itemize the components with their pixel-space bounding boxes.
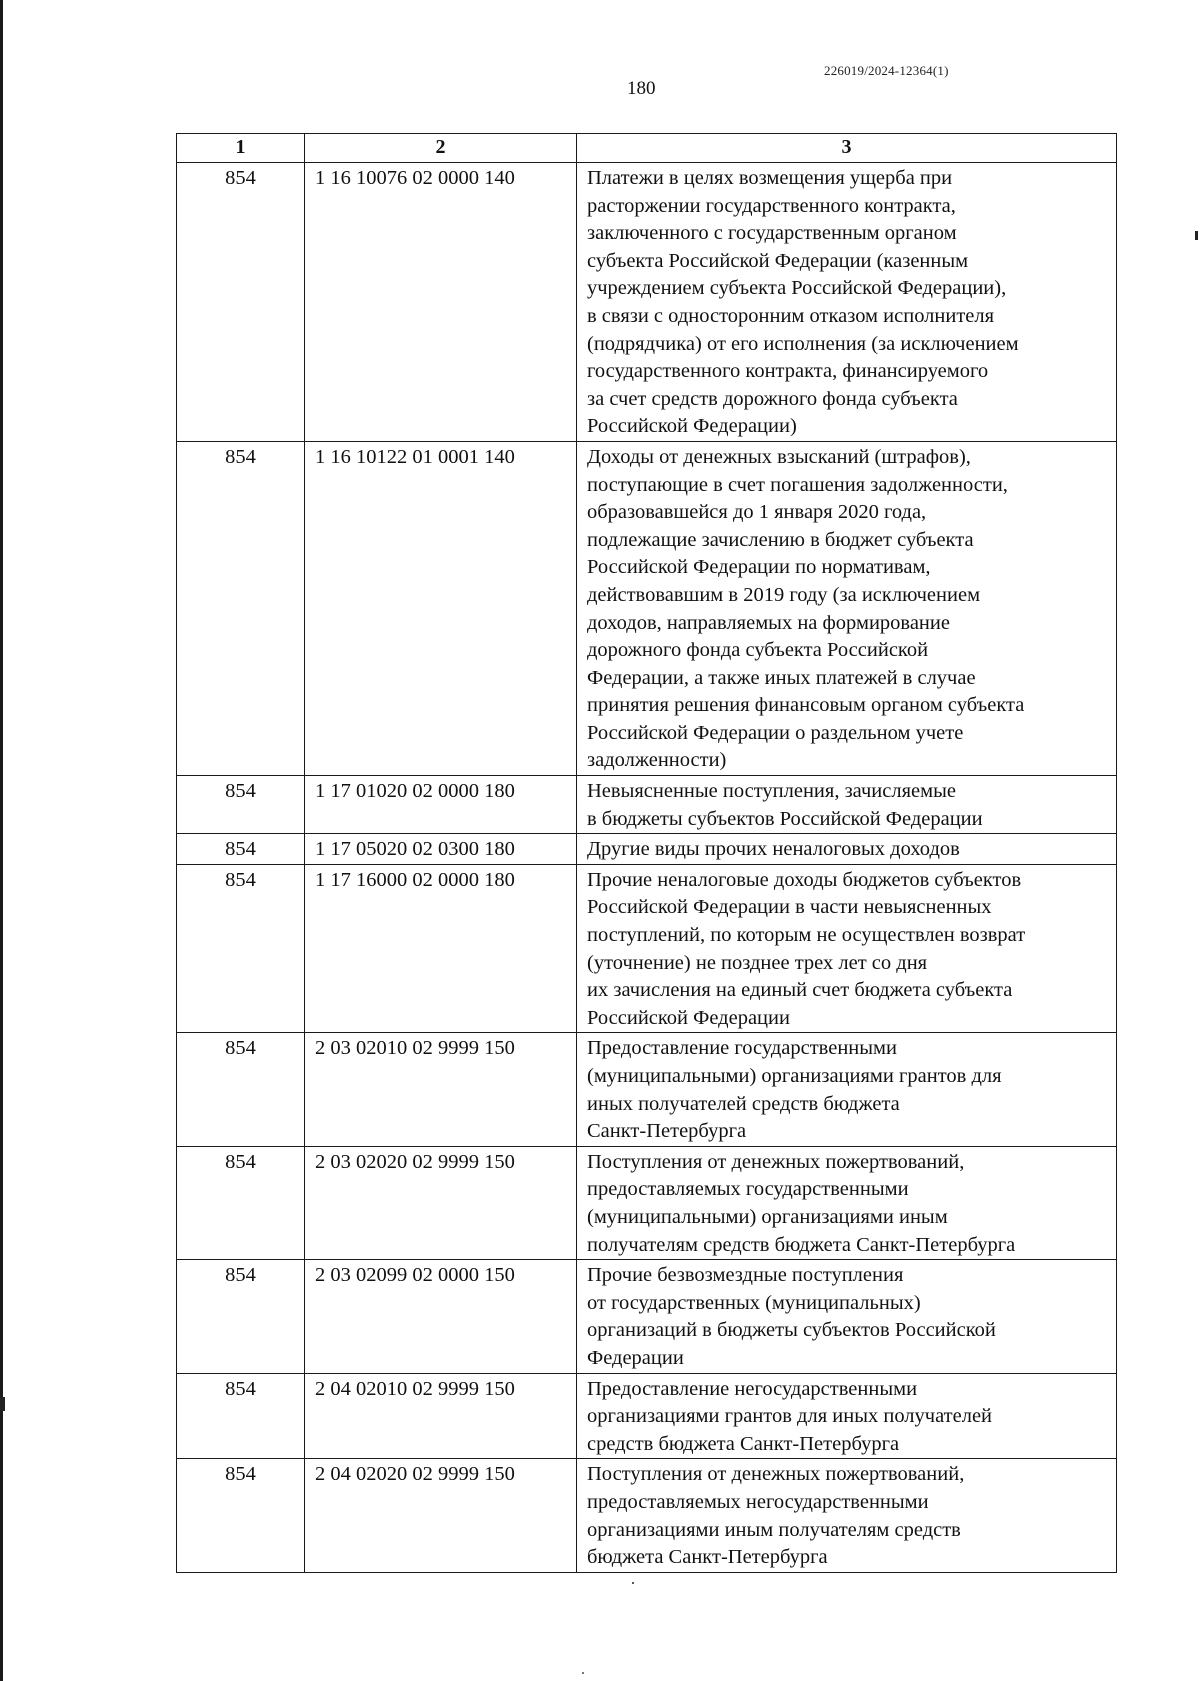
scan-speck bbox=[582, 1672, 584, 1674]
document-registration-number: 226019/2024-12364(1) bbox=[824, 63, 949, 78]
description-cell: Поступления от денежных пожертвований, предоставляемых государственными (муниципальными) организациями иным получателям средств бюджета Санкт-Петербурга bbox=[577, 1146, 1117, 1259]
description-cell: Доходы от денежных взысканий (штрафов), поступающие в счет погашения задолженности, образовавшейся до 1 января 2020 года, подлежащие зачислению в бюджет субъекта Российской Федерации по нормативам, действовавшим в 2019 году (за исключением доходов, направляемых на формирование дорожного фонда субъекта Российской Федерации, а также иных платежей в случае принятия решения финансовым органом субъекта Российской Федерации о раздельном учете задолженности) bbox=[577, 441, 1117, 775]
admin-code-cell: 854 bbox=[177, 1146, 305, 1259]
description-cell: Прочие неналоговые доходы бюджетов субъектов Российской Федерации в части невыясненных поступлений, по которым не осуществлен возврат (уточнение) не позднее трех лет со дня их зачисления на единый счет бюджета субъекта Российской Федерации bbox=[577, 864, 1117, 1033]
admin-code-cell: 854 bbox=[177, 834, 305, 865]
scan-speck bbox=[632, 1582, 634, 1584]
table-row bbox=[177, 1146, 1117, 1259]
kbk-code-cell: 2 04 02010 02 9999 150 bbox=[305, 1373, 577, 1459]
description-cell: Платежи в целях возмещения ущерба при расторжении государственного контракта, заключенного с государственным органом субъекта Российской Федерации (казенным учреждением субъекта Российской Федерации), в связи с односторонним отказом исполнителя (подрядчика) от его исполнения (за исключением государственного контракта, финансируемого за счет средств дорожного фонда субъекта Российской Федерации) bbox=[577, 163, 1117, 442]
admin-code-cell: 854 bbox=[177, 441, 305, 775]
admin-code-cell: 854 bbox=[177, 1260, 305, 1373]
scan-mark-right bbox=[1195, 231, 1198, 240]
table-row bbox=[177, 163, 1117, 442]
table-row bbox=[177, 864, 1117, 1033]
kbk-code-cell: 1 17 05020 02 0300 180 bbox=[305, 834, 577, 865]
admin-code-cell: 854 bbox=[177, 864, 305, 1033]
admin-code-cell: 854 bbox=[177, 1459, 305, 1572]
description-cell: Предоставление негосударственными организациями грантов для иных получателей средств бюджета Санкт-Петербурга bbox=[577, 1373, 1117, 1459]
budget-codes-table bbox=[176, 133, 1117, 1573]
table-row bbox=[177, 1459, 1117, 1572]
description-cell: Предоставление государственными (муниципальными) организациями грантов для иных получателей средств бюджета Санкт-Петербурга bbox=[577, 1033, 1117, 1146]
kbk-code-cell: 1 16 10076 02 0000 140 bbox=[305, 163, 577, 442]
description-cell: Поступления от денежных пожертвований, предоставляемых негосударственными организациями иным получателям средств бюджета Санкт-Петербурга bbox=[577, 1459, 1117, 1572]
page-number: 180 bbox=[627, 78, 656, 99]
table-row bbox=[177, 1373, 1117, 1459]
description-cell: Другие виды прочих неналоговых доходов bbox=[577, 834, 1117, 865]
scan-edge-left bbox=[0, 0, 3, 1681]
kbk-code-cell: 2 04 02020 02 9999 150 bbox=[305, 1459, 577, 1572]
kbk-code-cell: 2 03 02010 02 9999 150 bbox=[305, 1033, 577, 1146]
description-cell: Прочие безвозмездные поступления от государственных (муниципальных) организаций в бюджеты субъектов Российской Федерации bbox=[577, 1260, 1117, 1373]
admin-code-cell: 854 bbox=[177, 1033, 305, 1146]
admin-code-cell: 854 bbox=[177, 776, 305, 834]
kbk-code-cell: 1 17 01020 02 0000 180 bbox=[305, 776, 577, 834]
kbk-code-cell: 2 03 02020 02 9999 150 bbox=[305, 1146, 577, 1259]
admin-code-cell: 854 bbox=[177, 1373, 305, 1459]
admin-code-cell: 854 bbox=[177, 163, 305, 442]
table-header-row bbox=[177, 134, 1117, 163]
table-row bbox=[177, 776, 1117, 834]
column-header-3: 3 bbox=[577, 134, 1117, 163]
column-header-2: 2 bbox=[305, 134, 577, 163]
scan-mark-left bbox=[0, 1397, 5, 1411]
kbk-code-cell: 1 16 10122 01 0001 140 bbox=[305, 441, 577, 775]
table-row bbox=[177, 834, 1117, 865]
kbk-code-cell: 1 17 16000 02 0000 180 bbox=[305, 864, 577, 1033]
table-row bbox=[177, 441, 1117, 775]
table-row bbox=[177, 1033, 1117, 1146]
kbk-code-cell: 2 03 02099 02 0000 150 bbox=[305, 1260, 577, 1373]
description-cell: Невыясненные поступления, зачисляемые в бюджеты субъектов Российской Федерации bbox=[577, 776, 1117, 834]
column-header-1: 1 bbox=[177, 134, 305, 163]
table-row bbox=[177, 1260, 1117, 1373]
